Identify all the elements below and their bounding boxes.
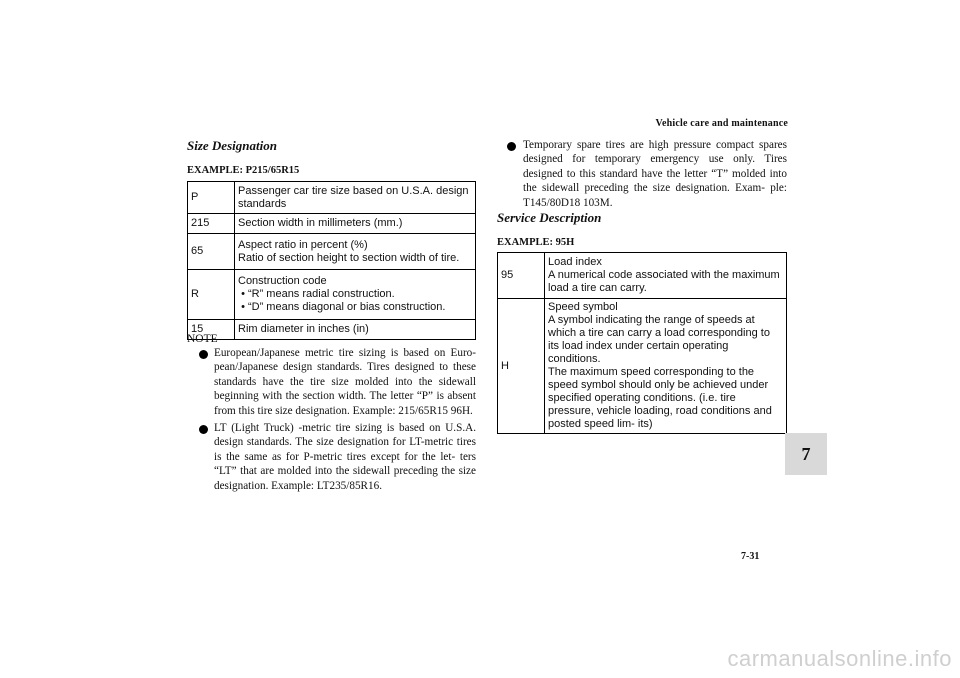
description-line: Speed symbol [548, 301, 618, 313]
note-label: NOTE [187, 333, 218, 345]
description-line: A symbol indicating the range of speeds at which a tire can carry a load corresponding to its load index under certain operating conditions. [548, 314, 774, 365]
watermark: carmanualsonline.info [727, 646, 952, 671]
table-row [188, 270, 476, 320]
table-row [498, 253, 787, 299]
table-cell-code: R [188, 270, 235, 320]
description-line: Rim diameter in inches (in) [238, 323, 369, 335]
table-cell-code: H [498, 299, 545, 434]
table-row [498, 299, 787, 434]
table-cell-code: 95 [498, 253, 545, 299]
chapter-tab: 7 [785, 433, 827, 475]
table-cell-code: P [188, 182, 235, 214]
note-lt-metric: LT (Light Truck) -metric tire sizing is based on U.S.A. design standards. The size designation for LT-metric tires is the same as for P-metric tires except for the let- ters “LT” that are molded into the sidewall preceding the size designation. Example: LT235/85R16. [214, 422, 476, 492]
table-cell-description [235, 234, 476, 270]
description-line: Ratio of section height to section width of tire. [238, 251, 460, 264]
page-number: 7-31 [741, 551, 760, 562]
table-row [188, 214, 476, 234]
size-designation-table [187, 181, 476, 340]
table-cell-description [235, 214, 476, 234]
description-line: A numerical code associated with the maximum load a tire can carry. [548, 269, 783, 294]
bullet-icon [507, 142, 516, 151]
service-description-example: EXAMPLE: 95H [497, 237, 575, 248]
note-european-metric: European/Japanese metric tire sizing is based on Euro- pean/Japanese design standards. Tires designed to these standards have the tire size molded into the sidewall beginning with the section width. The letter “P” is absent from this tire size designation. Example: 215/65R15 96H. [214, 347, 476, 417]
description-line: • “R” means radial construction. [238, 288, 395, 300]
table-cell-description [235, 182, 476, 214]
description-line: • “D” means diagonal or bias construction. [238, 301, 446, 313]
description-line: Passenger car tire size based on U.S.A. design standards [238, 184, 472, 210]
service-description-table [497, 252, 787, 434]
size-designation-heading: Size Designation [187, 138, 277, 153]
service-description-heading: Service Description [497, 210, 602, 225]
table-cell-description [545, 253, 787, 299]
table-cell-code: 65 [188, 234, 235, 270]
size-designation-example: EXAMPLE: P215/65R15 [187, 165, 300, 176]
bullet-icon [199, 350, 208, 359]
table-cell-code: 215 [188, 214, 235, 234]
table-cell-description [235, 270, 476, 320]
running-header: Vehicle care and maintenance [655, 118, 788, 129]
table-row [188, 320, 476, 340]
table-row [188, 234, 476, 270]
table-cell-description [545, 299, 787, 434]
description-line: The maximum speed corresponding to the speed symbol should only be achieved under specified operating conditions. (i.e. tire pressure, vehicle loading, road conditions and posted speed lim- its) [548, 366, 775, 430]
bullet-icon [199, 425, 208, 434]
description-line: Load index [548, 256, 602, 268]
description-line: Aspect ratio in percent (%) [238, 238, 368, 251]
table-cell-code: 15 [188, 320, 235, 340]
table-cell-description [235, 320, 476, 340]
note-temporary-spare: Temporary spare tires are high pressure compact spares designed for temporary emergency use only. Tires designed to this standard have the letter “T” molded into the sidewall preceding the size designation. Exam- ple: T145/80D18 103M. [523, 139, 787, 209]
description-line: Section width in millimeters (mm.) [238, 217, 403, 229]
description-line: Construction code [238, 275, 327, 287]
table-row [188, 182, 476, 214]
